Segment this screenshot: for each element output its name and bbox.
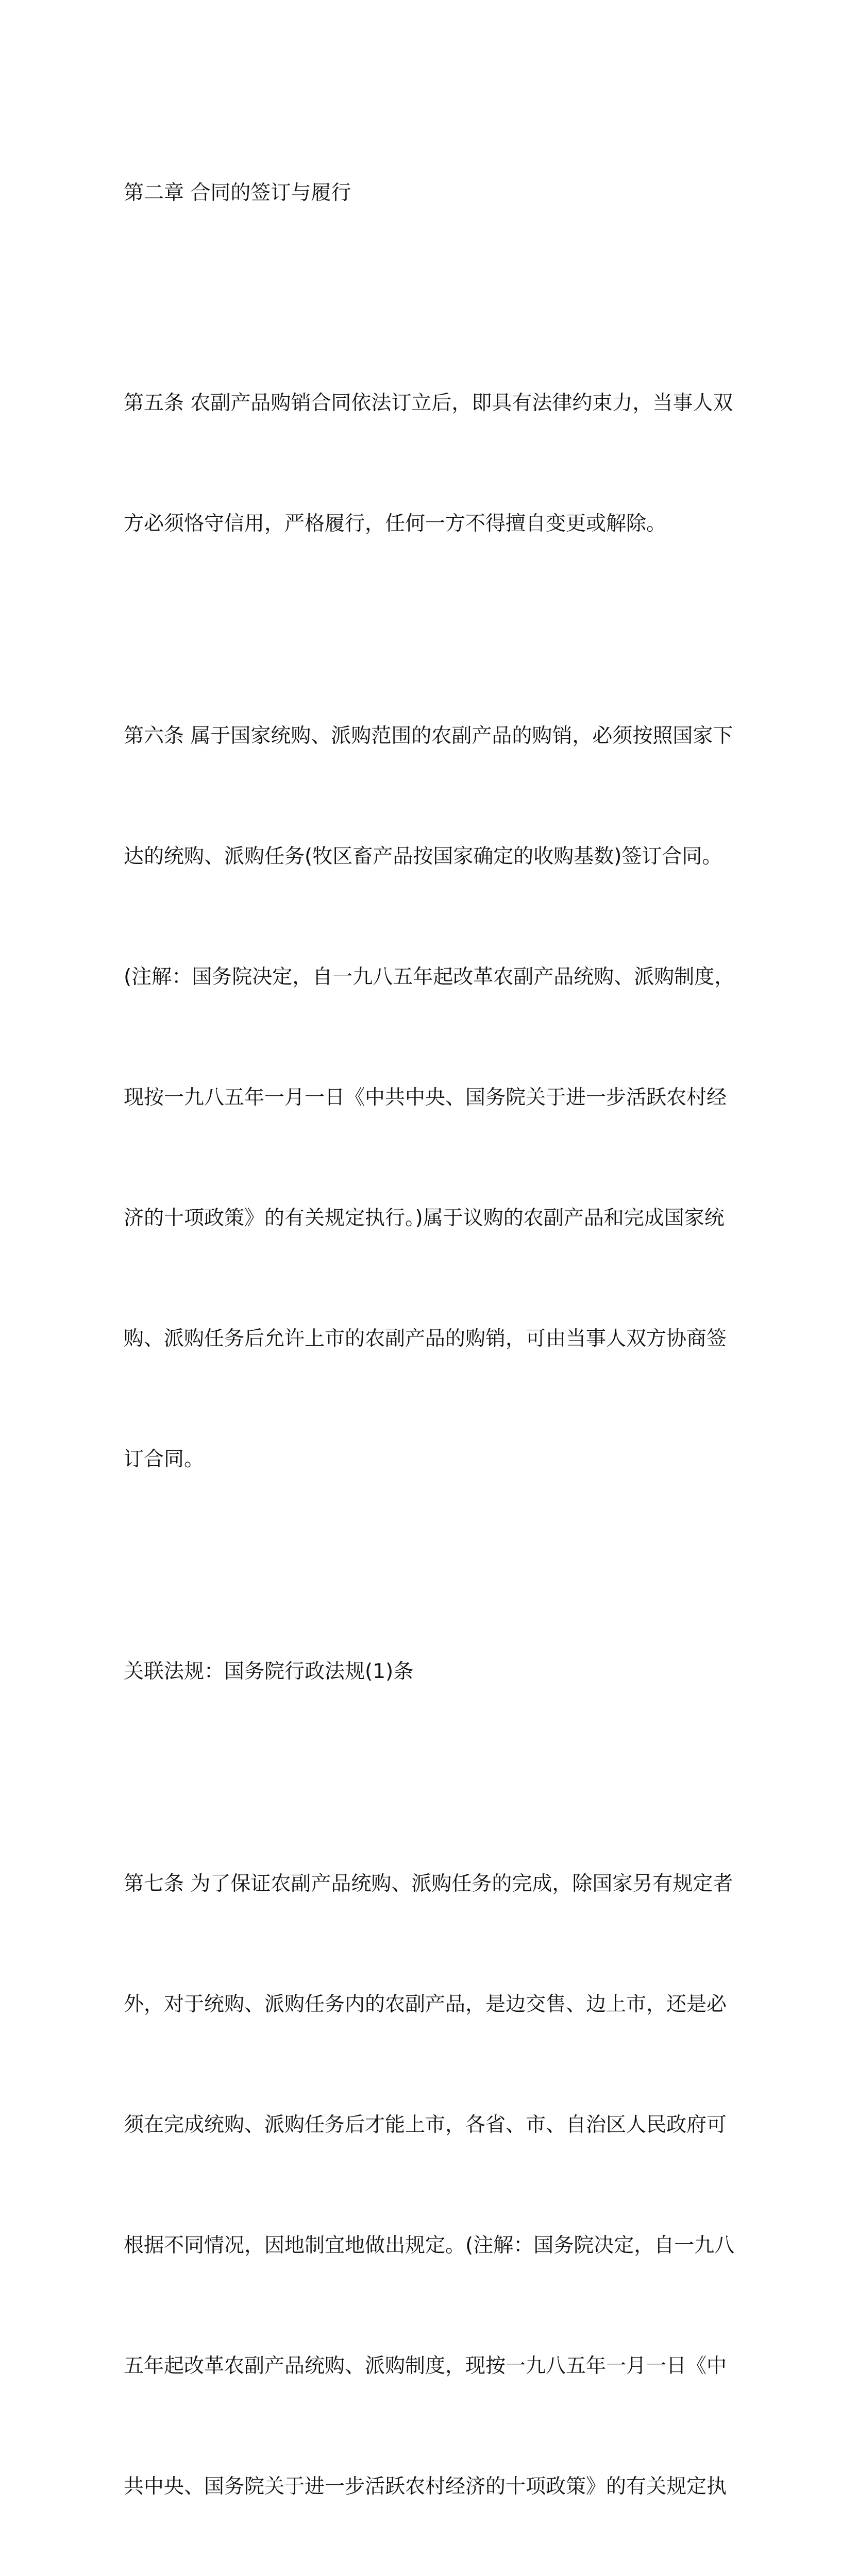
text-line: 共中央、国务院关于进一步活跃农村经济的十项政策》的有关规定执 <box>124 2475 727 2498</box>
text-line: 关联法规：国务院行政法规(1)条 <box>124 1660 414 1683</box>
document-page <box>124 93 735 2576</box>
text-line: 第七条 为了保证农副产品统购、派购任务的完成，除国家另有规定者 <box>124 1872 733 1895</box>
text-line: 达的统购、派购任务(牧区畜产品按国家确定的收购基数)签订合同。 <box>124 845 722 868</box>
related-regulation <box>124 1571 711 1772</box>
text-line: 方必须恪守信用，严格履行，任何一方不得擅自变更或解除。 <box>124 512 667 535</box>
text-line: 五年起改革农副产品统购、派购制度，现按一九八五年一月一日《中 <box>124 2354 727 2378</box>
chapter-title <box>124 93 711 294</box>
text-line: 订合同。 <box>124 1448 205 1471</box>
text-line: 济的十项政策》的有关规定执行。)属于议购的农副产品和完成国家统 <box>124 1207 725 1230</box>
text-line: 外，对于统购、派购任务内的农副产品，是边交售、边上市，还是必 <box>124 1993 727 2016</box>
text-line: (注解：国务院决定，自一九八五年起改革农副产品统购、派购制度， <box>124 965 735 989</box>
text-line: 根据不同情况，因地制宜地做出规定。(注解：国务院决定，自一九八 <box>124 2234 735 2257</box>
text-line: 第五条 农副产品购销合同依法订立后，即具有法律约束力，当事人双 <box>124 392 733 415</box>
article-5 <box>124 303 733 624</box>
article-6 <box>124 636 735 1560</box>
article-7 <box>124 1784 735 2576</box>
text-line: 购、派购任务后允许上市的农副产品的购销，可由当事人双方协商签 <box>124 1327 727 1350</box>
text-line: 第六条 属于国家统购、派购范围的农副产品的购销，必须按照国家下 <box>124 724 733 748</box>
text-line: 须在完成统购、派购任务后才能上市，各省、市、自治区人民政府可 <box>124 2113 727 2137</box>
text-line: 第二章 合同的签订与履行 <box>124 181 351 205</box>
text-line: 现按一九八五年一月一日《中共中央、国务院关于进一步活跃农村经 <box>124 1086 727 1109</box>
